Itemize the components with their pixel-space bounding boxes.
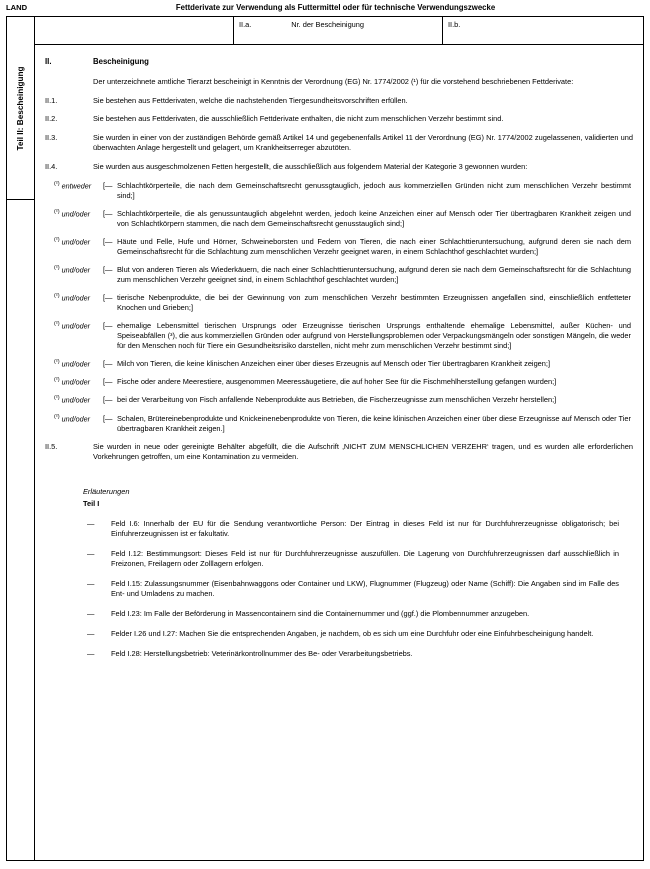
reference-cell-iib [443, 17, 643, 44]
option-dash: [— [103, 395, 113, 405]
note-item [83, 649, 633, 659]
option-connector [45, 321, 103, 351]
option-connector [45, 181, 103, 201]
clause-ii-1-number: II.1. [45, 95, 58, 105]
option-row [45, 321, 633, 351]
option-text: Häute und Felle, Hufe und Hörner, Schweineborsten und Federn von Tieren, die nach einer Schlachttieruntersuchung, aufgrund deren sie nach dem Gemeinschaftsrecht für die Schlachtung zum menschlichen Verzehr geeignet waren, in einem Schlachthof geschlachtet wurden;] [117, 237, 631, 257]
sidebar-part-box [7, 17, 34, 200]
reference-iia-label: II.a. [239, 20, 252, 29]
option-row [45, 395, 633, 405]
clause-ii-1-text: Sie bestehen aus Fettderivaten, welche die nachstehenden Tiergesundheitsvorschriften erfüllen. [93, 95, 408, 105]
note-dash: — [87, 629, 95, 639]
certificate-body [35, 17, 643, 860]
note-dash: — [87, 609, 95, 619]
clause-ii-4-number: II.4. [45, 162, 58, 172]
page-header [0, 0, 650, 16]
clause-ii-3-number: II.3. [45, 133, 58, 143]
section-heading [45, 57, 633, 68]
section-number: II. [45, 57, 52, 66]
option-row [45, 293, 633, 313]
option-connector [45, 359, 103, 369]
note-item [83, 579, 633, 599]
option-connector-label: und/oder [61, 293, 90, 303]
option-connector [45, 395, 103, 405]
option-footnote-marker: (²) [54, 209, 60, 216]
option-connector-label: und/oder [61, 395, 90, 405]
option-footnote-marker: (²) [54, 413, 60, 420]
option-footnote-marker: (²) [54, 181, 60, 188]
note-dash: — [87, 579, 95, 589]
option-dash: [— [103, 321, 113, 331]
notes-subtitle: Teil I [83, 499, 100, 509]
certificate-content [35, 45, 643, 659]
option-row [45, 377, 633, 387]
option-text: Milch von Tieren, die keine klinischen Anzeichen einer über dieses Erzeugnis auf Mensch oder Tier übertragbaren Krankheit zeigen;] [117, 359, 551, 369]
option-footnote-marker: (²) [54, 265, 60, 272]
section-intro [45, 77, 633, 87]
option-text: bei der Verarbeitung von Fisch anfallende Nebenprodukte aus Betrieben, die Fischerzeugnisse zum menschlichen Verzehr herstellen;] [117, 395, 557, 405]
certificate-reference-row [35, 17, 643, 45]
note-item [83, 549, 633, 569]
option-text: Schlachtkörperteile, die als genussuntauglich abgelehnt werden, jedoch keine Anzeichen einer auf Mensch oder Tier übertragbaren Krankheit zeigen und von Schlachtkörpern stammen, die nach dem Gemeinschaftsrecht genusstauglich sind;] [117, 209, 631, 229]
clause-ii-2 [45, 114, 633, 124]
notes-section [45, 487, 633, 659]
reference-blank-cell [35, 17, 234, 44]
reference-iib-label: II.b. [448, 20, 461, 29]
option-text: Schlachtkörperteile, die nach dem Gemeinschaftsrecht genussgtauglich, jedoch aus kommerziellen Gründen nicht zum menschlichen Verzehr bestimmt sind;] [117, 181, 631, 201]
option-connector [45, 209, 103, 229]
note-item [83, 609, 633, 619]
clause-ii-2-number: II.2. [45, 114, 58, 124]
option-footnote-marker: (²) [54, 237, 60, 244]
option-connector-label: und/oder [61, 359, 90, 369]
option-connector-label: und/oder [61, 265, 90, 275]
clause-ii-4-text: Sie wurden aus ausgeschmolzenen Fetten hergestellt, die ausschließlich aus folgendem Material der Kategorie 3 gewonnen wurden: [93, 162, 528, 172]
clause-ii-5 [45, 442, 633, 462]
note-dash: — [87, 519, 95, 529]
option-row [45, 265, 633, 285]
clause-ii-3-text: Sie wurden in einer von der zuständigen Behörde gemäß Artikel 14 und gegebenenfalls Artikel 11 der Verordnung (EG) Nr. 1774/2002 zugelassenen, validierten und überwachten Anlage hergestellt und gelagert, um Krankheitserreger abzutöten. [93, 133, 633, 153]
option-row [45, 181, 633, 201]
clause-ii-5-number: II.5. [45, 441, 58, 451]
option-text: Schalen, Brütereinebenprodukte und Knickeinenebenprodukte von Tieren, die keine klinischen Anzeichen einer über diese Erzeugnisse auf Mensch oder Tier übertragbaren Krankheit zeigen.] [117, 413, 631, 433]
reference-cell-iia [234, 17, 443, 44]
section-intro-text: Der unterzeichnete amtliche Tierarzt bescheinigt in Kenntnis der Verordnung (EG) Nr. 1774/2002 (¹) für die vorstehend beschriebenen Fettderivate: [93, 76, 574, 86]
clause-ii-1 [45, 96, 633, 106]
option-connector-label: und/oder [61, 209, 90, 219]
option-dash: [— [103, 237, 113, 247]
clause-ii-5-text: Sie wurden in neue oder gereinigte Behälter abgefüllt, die die Aufschrift ‚NICHT ZUM MENSCHLICHEN VERZEHR‘ tragen, und es wurden alle erforderlichen Vorkehrungen getroffen, um eine Kontamination zu vermeiden. [93, 441, 633, 461]
option-dash: [— [103, 181, 113, 191]
option-connector-label: und/oder [61, 377, 90, 387]
option-row [45, 209, 633, 229]
option-footnote-marker: (²) [54, 395, 60, 402]
clause-ii-2-text: Sie bestehen aus Fettderivaten, die ausschließlich Fettderivate enthalten, die nicht zum menschlichen Verzehr bestimmt sind. [93, 114, 504, 124]
header-title: Fettderivate zur Verwendung als Futtermittel oder für technische Verwendungszwecke [175, 3, 496, 12]
option-connector [45, 265, 103, 285]
option-footnote-marker: (²) [54, 359, 60, 366]
note-item [83, 519, 633, 539]
note-item [83, 629, 633, 639]
option-dash: [— [103, 265, 113, 275]
section-intro-number [45, 77, 93, 87]
section-title: Bescheinigung [93, 57, 149, 66]
certificate-number-label: Nr. der Bescheinigung [291, 20, 365, 29]
notes-title: Erläuterungen [83, 487, 130, 497]
clause-ii-4 [45, 162, 633, 172]
option-dash: [— [103, 209, 113, 219]
note-text: Feld I.28: Herstellungsbetrieb: Veterinärkontrollnummer des Be- oder Verarbeitungsbetriebs. [111, 649, 413, 659]
option-footnote-marker: (²) [54, 293, 60, 300]
note-text: Feld I.23: Im Falle der Beförderung in Massencontainern sind die Containernummer und (ggf.) die Plombennummer anzugeben. [111, 609, 530, 619]
sidebar-part-label: Teil II: Bescheinigung [15, 66, 25, 151]
option-connector [45, 293, 103, 313]
option-dash: [— [103, 293, 113, 303]
option-row [45, 414, 633, 434]
option-connector [45, 237, 103, 257]
header-country-label: LAND [6, 3, 28, 12]
note-text: Feld I.12: Bestimmungsort: Dieses Feld ist nur für Durchfuhrerzeugnisse auszufüllen. Die Lagerung von Durchfuhrerzeugnissen darf ausschließlich in Freizonen, Freilagern oder Zolllagern erfolgen. [111, 549, 619, 569]
option-dash: [— [103, 359, 113, 369]
option-row [45, 237, 633, 257]
note-dash: — [87, 549, 95, 559]
option-footnote-marker: (²) [54, 321, 60, 328]
certificate-frame [6, 16, 644, 861]
option-dash: [— [103, 413, 113, 423]
option-connector-label: und/oder [61, 237, 90, 247]
option-connector-label: und/oder [61, 413, 90, 423]
clause-ii-3 [45, 133, 633, 153]
sidebar [7, 17, 35, 860]
note-text: Felder I.26 und I.27: Machen Sie die entsprechenden Angaben, je nachdem, ob es sich um eine Durchfuhr oder eine Einfuhrbescheinigung handelt. [111, 629, 594, 639]
option-connector-label: entweder [61, 181, 92, 191]
option-text: Blut von anderen Tieren als Wiederkäuern, die nach einer Schlachttieruntersuchung, aufgrund deren sie nach dem Gemeinschaftsrecht für die Schlachtung zum menschlichen Verzehr geeignet sind, in einem Schlachthof geschlachtet wurden;] [117, 265, 631, 285]
note-text: Feld I.15: Zulassungsnummer (Eisenbahnwaggons oder Container und LKW), Flugnummer (Flugzeug) oder Name (Schiff): Die Angaben sind im Falle des Ent- und Umladens zu machen. [111, 579, 619, 599]
option-connector-label: und/oder [61, 321, 90, 331]
note-text: Feld I.6: Innerhalb der EU für die Sendung verantwortliche Person: Der Eintrag in dieses Feld ist nur für Durchfuhrerzeugnisse obligatorisch; bei Einfuhrerzeugnissen ist er fakultativ. [111, 519, 619, 539]
option-dash: [— [103, 377, 113, 387]
option-connector [45, 377, 103, 387]
option-text: ehemalige Lebensmittel tierischen Ursprungs oder Erzeugnisse tierischen Ursprungs enthaltende ehemalige Lebensmittel, außer Küchen- und Speiseabfällen (³), die aus kommerziellen Gründen oder aufgrund von Herstellungsproblemen oder Verpackungsmängeln oder sonstigen Mängeln, die weder für den Menschen noch für Tiere ein Gesundheitsrisiko darstellen, nicht mehr zum menschlichen Verzehr bestimmt sind;] [117, 321, 631, 351]
option-connector [45, 414, 103, 434]
option-text: Fische oder andere Meerestiere, ausgenommen Meeressäugetiere, die auf hoher See für die Fischmehlherstellung gefangen wurden;] [117, 377, 557, 387]
note-dash: — [87, 649, 95, 659]
option-text: tierische Nebenprodukte, die bei der Gewinnung von zum menschlichen Verzehr bestimmten Erzeugnissen angefallen sind, einschließlich entfetteter Knochen und Grieben;] [117, 293, 631, 313]
option-row [45, 359, 633, 369]
option-footnote-marker: (²) [54, 377, 60, 384]
